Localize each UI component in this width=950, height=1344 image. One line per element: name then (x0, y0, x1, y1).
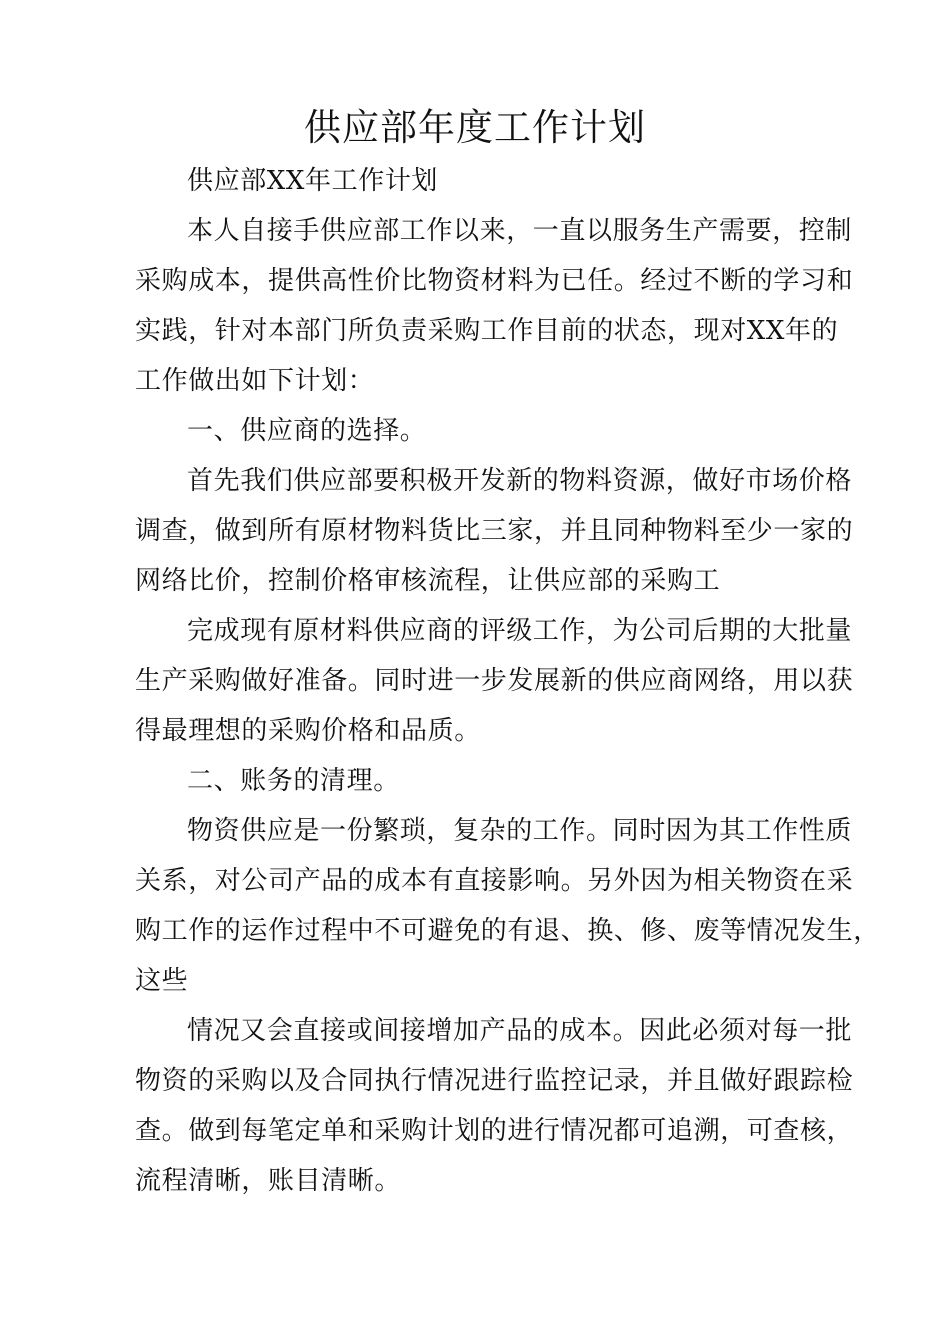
paragraph-line: 得最理想的采购价格和品质。 (135, 716, 481, 746)
paragraph-line: 购工作的运作过程中不可避免的有退、换、修、废等情况发生， (135, 916, 880, 946)
document-title: 供应部年度工作计划 (304, 106, 646, 149)
paragraph-line: 调查，做到所有原材物料货比三家，并且同种物料至少一家的 (135, 516, 854, 546)
paragraph-line: 这些 (135, 966, 189, 996)
paragraph-line: 物资的采购以及合同执行情况进行监控记录，并且做好跟踪检 (135, 1066, 854, 1096)
paragraph-line: 工作做出如下计划： (135, 366, 375, 396)
paragraph-line: 本人自接手供应部工作以来，一直以服务生产需要，控制 (187, 216, 853, 246)
paragraph-line: 流程清晰，账目清晰。 (135, 1166, 402, 1196)
paragraph-line: 首先我们供应部要积极开发新的物料资源，做好市场价格 (187, 466, 853, 496)
paragraph-line: 生产采购做好准备。同时进一步发展新的供应商网络，用以获 (135, 666, 854, 696)
paragraph-line: 情况又会直接或间接增加产品的成本。因此必须对每一批 (187, 1016, 853, 1046)
paragraph-line: 查。做到每笔定单和采购计划的进行情况都可追溯，可查核， (135, 1116, 854, 1146)
paragraph-line: 物资供应是一份繁琐，复杂的工作。同时因为其工作性质 (187, 816, 853, 846)
subtitle-line: 供应部XX年工作计划 (187, 166, 439, 196)
paragraph-line: 实践，针对本部门所负责采购工作目前的状态，现对XX年的 (135, 316, 839, 346)
section-heading-1: 一、供应商的选择。 (187, 416, 427, 446)
paragraph-line: 采购成本，提供高性价比物资材料为已任。经过不断的学习和 (135, 266, 854, 296)
paragraph-line: 关系，对公司产品的成本有直接影响。另外因为相关物资在采 (135, 866, 854, 896)
paragraph-line: 完成现有原材料供应商的评级工作，为公司后期的大批量 (187, 616, 853, 646)
section-heading-2: 二、账务的清理。 (187, 766, 400, 796)
paragraph-line: 网络比价，控制价格审核流程，让供应部的采购工 (135, 566, 721, 596)
